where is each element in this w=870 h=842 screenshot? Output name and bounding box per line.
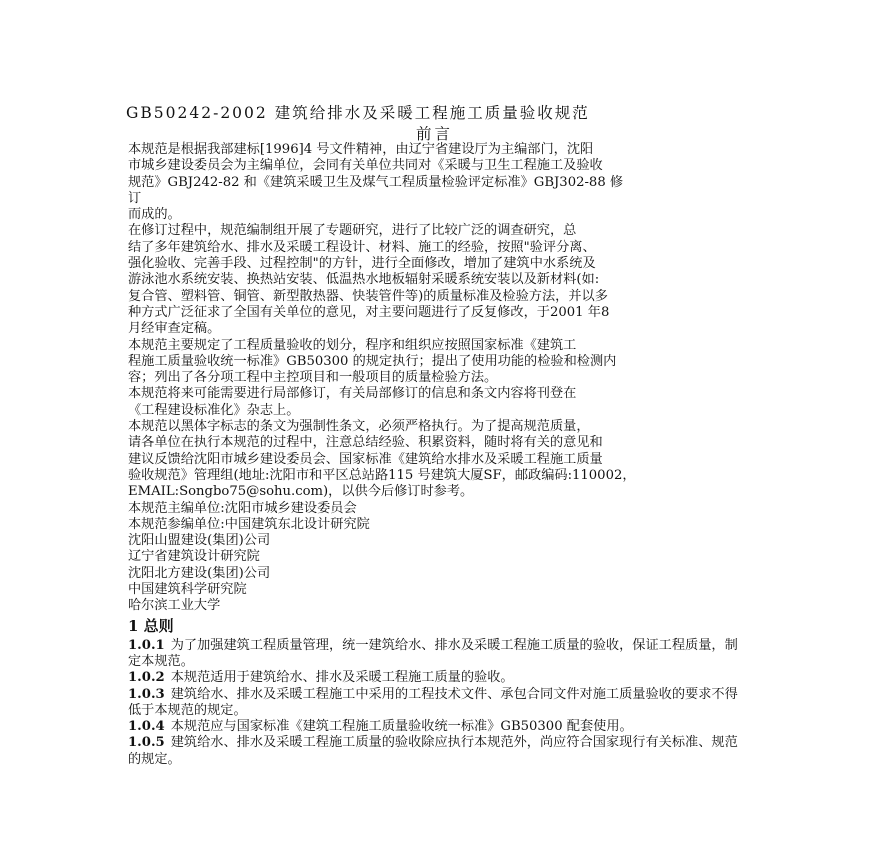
text-line: 辽宁省建筑设计研究院 bbox=[128, 549, 260, 565]
clause bbox=[128, 638, 748, 671]
text-line: 本规范以黑体字标志的条文为强制性条文，必须严格执行。为了提高规范质量， bbox=[128, 419, 590, 435]
document-subtitle: 前言 bbox=[416, 125, 454, 143]
section-heading: 1 总则 bbox=[128, 616, 174, 635]
clause-number: 1.0.3 bbox=[128, 686, 165, 702]
text-line: 沈阳北方建设(集团)公司 bbox=[128, 565, 271, 581]
text-line: 《工程建设标准化》杂志上。 bbox=[128, 402, 300, 418]
document-title: GB50242-2002 建筑给排水及采暖工程施工质量验收规范 bbox=[126, 104, 590, 122]
clause bbox=[128, 735, 748, 768]
clause bbox=[128, 670, 748, 686]
text-line: 结了多年建筑给水、排水及采暖工程设计、材料、施工的经验，按照"验评分离、 bbox=[128, 239, 596, 255]
text-line: 哈尔滨工业大学 bbox=[128, 598, 221, 614]
text-line: 月经审查定稿。 bbox=[128, 321, 221, 337]
text-line: 种方式广泛征求了全国有关单位的意见，对主要问题进行了反复修改，于2001 年8 bbox=[128, 304, 610, 320]
text-line: 在修订过程中，规范编制组开展了专题研究，进行了比较广泛的调查研究，总 bbox=[128, 223, 577, 239]
text-line: 规范》GBJ242-82 和《建筑采暖卫生及煤气工程质量检验评定标准》GBJ302-88 修 bbox=[128, 174, 624, 190]
clause-number: 1.0.2 bbox=[128, 670, 165, 686]
text-line: EMAIL:Songbo75@sohu.com)，以供今后修订时参考。 bbox=[128, 484, 474, 500]
clause-text: 建筑给水、排水及采暖工程施工质量的验收除应执行本规范外，尚应符合国家现行有关标准、规范的规定。 bbox=[128, 735, 738, 767]
text-line: 沈阳山盟建设(集团)公司 bbox=[128, 533, 271, 549]
clause-number: 1.0.5 bbox=[128, 735, 165, 751]
text-line: 本规范主要规定了工程质量验收的划分，程序和组织应按照国家标准《建筑工 bbox=[128, 337, 577, 353]
clause-text: 本规范应与国家标准《建筑工程施工质量验收统一标准》GB50300 配套使用。 bbox=[170, 719, 633, 735]
text-line: 复合管、塑料管、铜管、新型散热器、快装管件等)的质量标准及检验方法，并以多 bbox=[128, 288, 608, 304]
text-line: 中国建筑科学研究院 bbox=[128, 582, 247, 598]
clause-number: 1.0.1 bbox=[128, 637, 165, 653]
text-line: 验收规范》管理组(地址:沈阳市和平区总站路115 号建筑大厦SF，邮政编码:110002， bbox=[128, 467, 636, 483]
text-line: 请各单位在执行本规范的过程中，注意总结经验、积累资料，随时将有关的意见和 bbox=[128, 435, 603, 451]
text-line: 订 bbox=[128, 190, 142, 206]
text-line: 而成的。 bbox=[128, 207, 181, 223]
clause-text: 建筑给水、排水及采暖工程施工中采用的工程技术文件、承包合同文件对施工质量验收的要求不得低于本规范的规定。 bbox=[128, 686, 738, 718]
clause-text: 本规范适用于建筑给水、排水及采暖工程施工质量的验收。 bbox=[170, 670, 514, 686]
text-line: 强化验收、完善手段、过程控制"的方针，进行全面修改，增加了建筑中水系统及 bbox=[128, 256, 596, 272]
text-line: 游泳池水系统安装、换热站安装、低温热水地板辐射采暖系统安装以及新材料(如: bbox=[128, 272, 600, 288]
clause bbox=[128, 687, 748, 720]
clause bbox=[128, 719, 748, 735]
clause-text: 为了加强建筑工程质量管理，统一建筑给水、排水及采暖工程施工质量的验收，保证工程质量，制定本规范。 bbox=[128, 637, 738, 669]
text-line: 本规范主编单位:沈阳市城乡建设委员会 bbox=[128, 500, 357, 516]
text-line: 本规范参编单位:中国建筑东北设计研究院 bbox=[128, 516, 370, 532]
text-line: 市城乡建设委员会为主编单位，会同有关单位共同对《采暖与卫生工程施工及验收 bbox=[128, 158, 603, 174]
text-line: 程施工质量验收统一标准》GB50300 的规定执行；提出了使用功能的检验和检测内 bbox=[128, 353, 617, 369]
clause-number: 1.0.4 bbox=[128, 719, 165, 735]
text-line: 建议反馈给沈阳市城乡建设委员会、国家标准《建筑给水排水及采暖工程施工质量 bbox=[128, 451, 603, 467]
text-line: 容；列出了各分项工程中主控项目和一般项目的质量检验方法。 bbox=[128, 370, 498, 386]
text-line: 本规范将来可能需要进行局部修订，有关局部修订的信息和条文内容将刊登在 bbox=[128, 386, 577, 402]
document-body bbox=[128, 142, 748, 768]
text-line: 本规范是根据我部建标[1996]4 号文件精神，由辽宁省建设厅为主编部门，沈阳 bbox=[128, 142, 594, 157]
